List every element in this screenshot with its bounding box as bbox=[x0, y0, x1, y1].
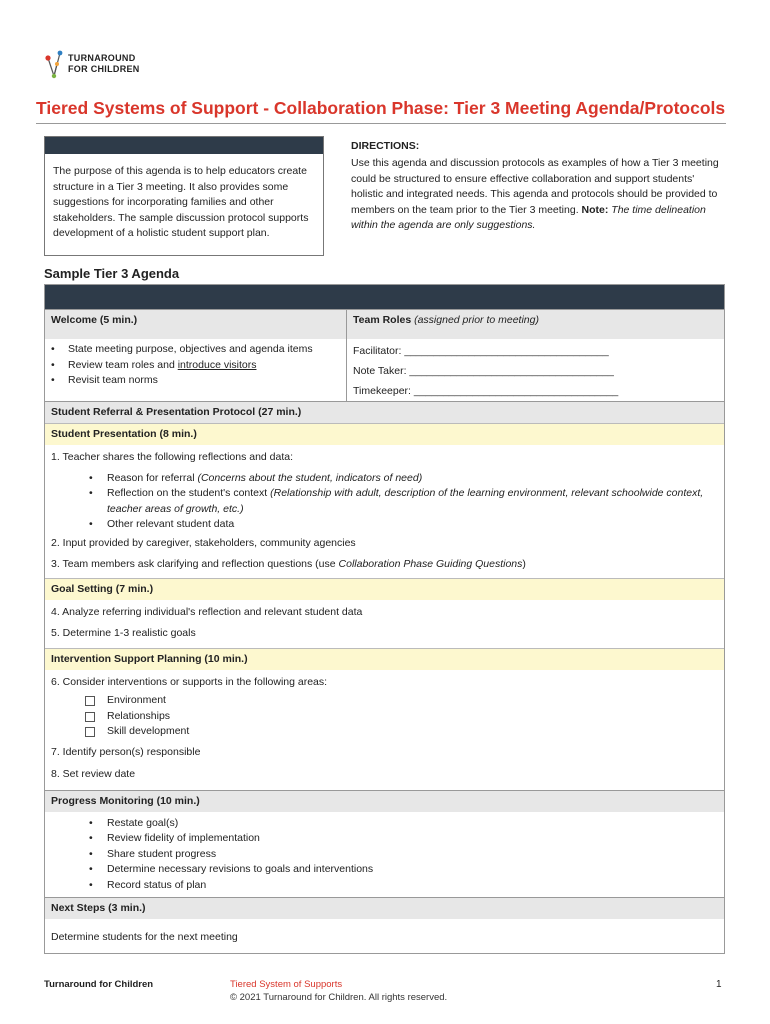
list-item-italic: (Relationship with adult, description of the learning environment, relevant schoolwide context, teacher areas of growth, etc.) bbox=[107, 487, 704, 515]
step-4: 4. Analyze referring individual's reflection and relevant student data bbox=[51, 605, 363, 618]
student-presentation-title: Student Presentation (8 min.) bbox=[45, 423, 724, 445]
intervention-planning-body bbox=[45, 670, 724, 790]
list-item: • Share student progress bbox=[89, 847, 724, 863]
facilitator-field: Facilitator: ___________________________________ bbox=[353, 345, 609, 357]
step-7: 7. Identify person(s) responsible bbox=[51, 745, 201, 758]
progress-monitoring-body bbox=[45, 812, 724, 898]
next-steps-title: Next Steps (3 min.) bbox=[45, 897, 724, 919]
directions-note-text: The time delineation within the agenda are only suggestions. bbox=[351, 203, 706, 231]
step-3 bbox=[45, 554, 724, 578]
agenda-header-bar bbox=[45, 285, 724, 309]
list-item: Environment bbox=[85, 693, 724, 709]
list-item: • Restate goal(s) bbox=[89, 816, 724, 832]
progress-monitoring-title: Progress Monitoring (10 min.) bbox=[45, 790, 724, 812]
list-item bbox=[89, 486, 724, 517]
brand-line2: FOR CHILDREN bbox=[68, 64, 140, 74]
team-roles-cell bbox=[347, 310, 724, 401]
step-3-italic: Collaboration Phase Guiding Questions bbox=[338, 558, 523, 570]
list-item: • Record status of plan bbox=[89, 878, 724, 894]
list-item: Skill development bbox=[85, 724, 724, 740]
list-item: • State meeting purpose, objectives and agenda items bbox=[51, 342, 340, 358]
footer-doc-title: Tiered System of Supports bbox=[230, 979, 343, 990]
list-item: • Determine necessary revisions to goals and interventions bbox=[89, 862, 724, 878]
welcome-row bbox=[45, 309, 724, 401]
next-steps-text: Determine students for the next meeting bbox=[51, 931, 238, 943]
agenda-table bbox=[44, 284, 725, 954]
list-item bbox=[51, 358, 340, 374]
note-taker-field: Note Taker: ___________________________________ bbox=[353, 365, 614, 377]
footer-copyright: © 2021 Turnaround for Children. All rights reserved. bbox=[230, 992, 448, 1003]
next-steps-body bbox=[45, 919, 724, 953]
list-item-label: Reason for referral bbox=[107, 471, 198, 484]
intervention-planning-title: Intervention Support Planning (10 min.) bbox=[45, 648, 724, 670]
welcome-cell bbox=[45, 310, 347, 401]
step-6: 6. Consider interventions or supports in the following areas: bbox=[51, 675, 328, 688]
step-2: 2. Input provided by caregiver, stakeholders, community agencies bbox=[51, 536, 356, 549]
page-title: Tiered Systems of Support - Collaboration Phase: Tier 3 Meeting Agenda/Protocols bbox=[36, 98, 726, 118]
welcome-body bbox=[45, 339, 346, 395]
step-5: 5. Determine 1-3 realistic goals bbox=[51, 627, 196, 639]
team-roles-body bbox=[347, 339, 724, 401]
turnaround-logo-icon bbox=[44, 50, 66, 80]
progress-list bbox=[45, 816, 724, 894]
team-roles-label: Team Roles bbox=[353, 314, 412, 326]
goal-setting-title: Goal Setting (7 min.) bbox=[45, 578, 724, 600]
welcome-title: Welcome (5 min.) bbox=[45, 310, 346, 339]
intervention-areas-list bbox=[45, 693, 724, 740]
list-item: • Review fidelity of implementation bbox=[89, 831, 724, 847]
list-item-italic: (Concerns about the student, indicators of need) bbox=[197, 471, 423, 484]
list-item-label: Reflection on the student's context bbox=[107, 487, 271, 499]
purpose-box bbox=[44, 136, 324, 256]
directions-note-label: Note: bbox=[581, 203, 609, 216]
sample-agenda-heading: Sample Tier 3 Agenda bbox=[44, 266, 180, 281]
student-presentation-body bbox=[45, 445, 724, 578]
list-item bbox=[89, 471, 724, 487]
brand-line1: TURNAROUND bbox=[68, 53, 136, 63]
step-8: 8. Set review date bbox=[51, 768, 136, 780]
directions-text bbox=[351, 156, 726, 234]
logo bbox=[44, 50, 164, 82]
welcome-list bbox=[51, 342, 340, 389]
goal-setting-body bbox=[45, 600, 724, 648]
timekeeper-field: Timekeeper: ___________________________________ bbox=[353, 385, 619, 397]
purpose-header-bar bbox=[45, 137, 323, 154]
list-item-text: Review team roles and bbox=[68, 358, 178, 371]
brand-name bbox=[68, 53, 140, 75]
directions-body: Use this agenda and discussion protocols as examples of how a Tier 3 meeting could be structured to ensure effective collaboration and support students' holistic and integrated needs. This agenda and protocols should be provided to members on the team prior to the Tier 3 meeting. bbox=[351, 157, 719, 216]
introduce-visitors-link[interactable]: introduce visitors bbox=[177, 358, 257, 371]
directions-heading: DIRECTIONS: bbox=[351, 140, 420, 152]
team-roles-title bbox=[347, 310, 724, 339]
footer-org: Turnaround for Children bbox=[44, 979, 154, 990]
team-roles-note: (assigned prior to meeting) bbox=[414, 314, 539, 326]
list-item: Relationships bbox=[85, 709, 724, 725]
reflection-list bbox=[45, 469, 724, 533]
step-3-text: 3. Team members ask clarifying and reflection questions (use bbox=[51, 558, 339, 570]
referral-protocol-title: Student Referral & Presentation Protocol (27 min.) bbox=[45, 401, 724, 423]
step-1: 1. Teacher shares the following reflections and data: bbox=[51, 451, 294, 463]
title-divider bbox=[36, 123, 726, 124]
purpose-text: The purpose of this agenda is to help educators create structure in a Tier 3 meeting. It also provides some suggestions for incorporating families and other stakeholders. The sample discussion protocol supports development of a holistic student support plan. bbox=[53, 165, 309, 239]
page-number: 1 bbox=[716, 979, 722, 990]
step-3-close: ) bbox=[522, 558, 526, 570]
list-item: • Other relevant student data bbox=[89, 517, 724, 533]
list-item: • Revisit team norms bbox=[51, 373, 340, 389]
